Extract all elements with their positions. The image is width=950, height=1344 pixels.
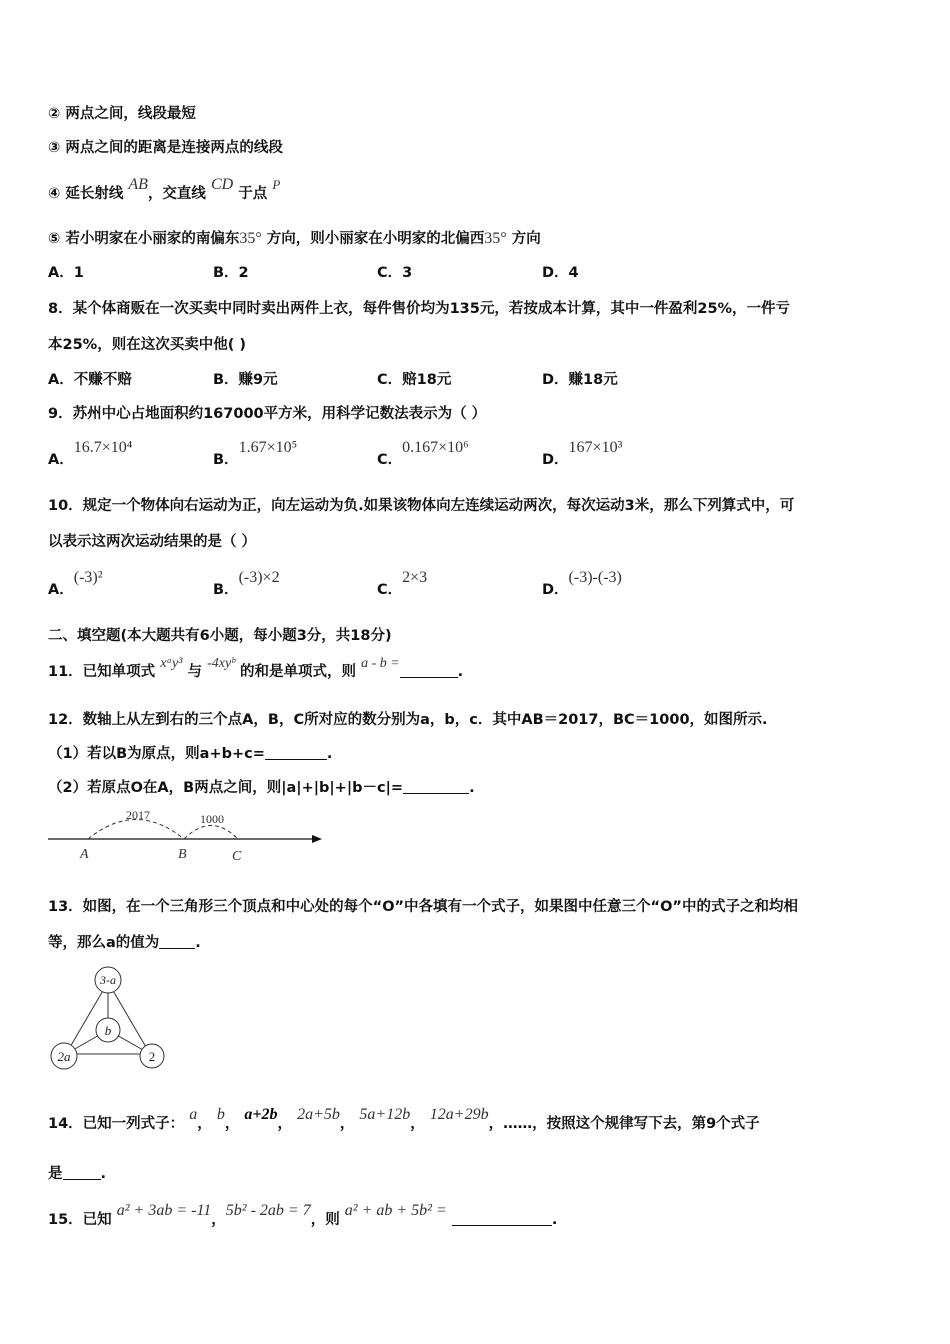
- q13-line-2: [48, 931, 201, 952]
- q9-expr-a: 16.7×10⁴: [73, 439, 133, 456]
- triangle-edge-left: [66, 982, 108, 1054]
- q10-option-a: [48, 566, 103, 598]
- q9-option-a: [48, 436, 133, 468]
- q9-stem: 9．苏州中心占地面积约167000平方米，用科学记数法表示为（ ）: [48, 406, 487, 422]
- q13-line-2-text: 等，那么a的值为: [48, 935, 160, 951]
- q9-option-d: [542, 436, 623, 468]
- q12-part-2-end: .: [469, 780, 475, 796]
- q12-part-1-end: .: [326, 746, 333, 762]
- q13-answer-blank[interactable]: [159, 934, 195, 949]
- statement-5-post: 方向: [511, 231, 541, 247]
- q10-option-b: [213, 566, 280, 598]
- q15-end: .: [551, 1212, 558, 1228]
- q15-expression: a² + ab + 5b² =: [344, 1202, 447, 1219]
- circle-left-label: 2a: [57, 1049, 71, 1064]
- q12-stem: 12．数轴上从左到右的三个点A，B，C所对应的数分别为a，b，c．其中AB＝2017，BC＝1000，如图所示.: [48, 712, 768, 728]
- q8-option-b: B．赚9元: [213, 372, 278, 388]
- q10-expr-a: (-3)²: [73, 569, 103, 586]
- q9-option-c: [377, 436, 469, 468]
- triangle-figure: [44, 960, 174, 1076]
- statement-5: [48, 227, 541, 248]
- q15-comma: ，: [211, 1212, 226, 1228]
- q10-label-b: B．: [213, 582, 239, 598]
- q10-option-d: [542, 566, 622, 598]
- q14-post: ，……，按照这个规律写下去，第9个式子: [488, 1116, 760, 1132]
- q12-part-1: [48, 742, 332, 763]
- q10-label-c: C．: [377, 582, 403, 598]
- statement-4: [48, 176, 281, 203]
- q14-line-2-text: 是: [48, 1166, 63, 1182]
- q8-option-c: C．赔18元: [377, 372, 452, 388]
- q11-pre: 11．已知单项式: [48, 664, 156, 680]
- q10-line-1: 10．规定一个物体向右运动为正，向左运动为负.如果该物体向左连续运动两次，每次运动3米，那么下列算式中，可: [48, 498, 795, 514]
- number-line-arrow: [312, 835, 322, 843]
- q7-option-a: A．1: [48, 265, 84, 281]
- q14-term-5: 5a+12b: [359, 1106, 411, 1123]
- line-cd: CD: [211, 176, 234, 193]
- statement-4-pre: ④ 延长射线: [48, 186, 124, 202]
- q14-line-2: [48, 1162, 106, 1183]
- q11: [48, 656, 464, 681]
- q9-label-a: A．: [48, 452, 74, 468]
- q7-option-b: B．2: [213, 265, 249, 281]
- q9-label-b: B．: [213, 452, 239, 468]
- q12-part-2: [48, 776, 475, 797]
- q10-label-d: D．: [542, 582, 569, 598]
- q12-part-1-blank[interactable]: [265, 745, 327, 760]
- number-line-figure: [44, 802, 334, 864]
- q13-line-1: 13．如图，在一个三角形三个顶点和中心处的每个“O”中各填有一个式子，如果图中任意三个“O”中的式子之和均相: [48, 899, 798, 915]
- q10-option-c: [377, 566, 428, 598]
- statement-4-post: 于点: [238, 186, 268, 202]
- q15-condition-2: 5b² - 2ab = 7: [225, 1202, 311, 1219]
- label-1000: 1000: [200, 812, 224, 826]
- triangle-edge-right: [108, 982, 150, 1054]
- angle-2: 35°: [484, 230, 507, 247]
- q9-expr-c: 0.167×10⁶: [402, 439, 469, 456]
- q14-end: .: [100, 1166, 107, 1182]
- q15-pre: 15．已知: [48, 1212, 112, 1228]
- point-p: P: [272, 177, 281, 192]
- q15-mid: ，则: [310, 1212, 340, 1228]
- q8-line-1: 8．某个体商贩在一次买卖中同时卖出两件上衣，每件售价均为135元，若按成本计算，其中一件盈利25%，一件亏: [48, 301, 791, 317]
- q11-mid: 与: [187, 664, 203, 680]
- q14-term-3: a+2b: [244, 1106, 278, 1123]
- q11-post: 的和是单项式，则: [240, 664, 356, 680]
- q14: 14．已知一列式子： a， b， a+2b， 2a+5b， 5a+12b， 12a+29b，……，按照这个规律写下去，第9个式子: [48, 1106, 760, 1132]
- q11-monomial-1: xᵃy³: [160, 656, 183, 671]
- q11-answer-blank[interactable]: [400, 663, 458, 678]
- q8-option-d: D．赚18元: [542, 372, 618, 388]
- statement-5-pre: ⑤ 若小明家在小丽家的南偏东: [48, 231, 240, 247]
- q12-part-2-blank[interactable]: [403, 779, 469, 794]
- q14-term-2: b: [216, 1106, 225, 1123]
- q10-expr-b: (-3)×2: [238, 569, 280, 586]
- angle-1: 35°: [239, 230, 262, 247]
- q9-expr-b: 1.67×10⁵: [238, 439, 298, 456]
- q9-label-c: C．: [377, 452, 403, 468]
- statement-3: ③ 两点之间的距离是连接两点的线段: [48, 140, 283, 156]
- arc-bc: [184, 826, 238, 840]
- q10-expr-d: (-3)-(-3): [568, 569, 622, 586]
- q9-label-d: D．: [542, 452, 569, 468]
- arc-ab: [88, 820, 184, 840]
- q14-answer-blank[interactable]: [63, 1165, 101, 1180]
- q10-line-2: 以表示这两次运动结果的是（ ）: [48, 534, 257, 550]
- q14-pre: 14．已知一列式子：: [48, 1116, 185, 1132]
- q9-expr-d: 167×10³: [568, 439, 623, 456]
- point-c-label: C: [232, 849, 242, 864]
- statement-5-mid: 方向，则小丽家在小明家的北偏西: [266, 231, 485, 247]
- q8-option-a: A．不赚不赔: [48, 372, 132, 388]
- q14-term-6: 12a+29b: [429, 1106, 489, 1123]
- q7-option-d: D．4: [542, 265, 579, 281]
- q11-end: .: [457, 664, 464, 680]
- section-2-heading: 二、填空题(本大题共有6小题，每小题3分，共18分): [48, 628, 392, 644]
- circle-center-label: b: [104, 1023, 112, 1038]
- q10-label-a: A．: [48, 582, 74, 598]
- statement-4-mid: ，交直线: [147, 186, 206, 202]
- statement-2: ② 两点之间，线段最短: [48, 106, 196, 122]
- point-a-label: A: [80, 847, 89, 862]
- q13-end: .: [195, 935, 201, 951]
- q9-option-b: [213, 436, 298, 468]
- label-2017: 2017: [126, 808, 150, 822]
- q14-term-4: 2a+5b: [297, 1106, 340, 1123]
- q15-condition-1: a² + 3ab = -11: [116, 1202, 212, 1219]
- q15: [48, 1202, 558, 1229]
- q11-expression: a - b =: [361, 656, 400, 671]
- q7-option-c: C．3: [377, 265, 413, 281]
- q15-answer-blank[interactable]: [452, 1211, 552, 1226]
- q12-part-1-text: （1）若以B为原点，则a+b+c=: [48, 746, 265, 762]
- circle-right-label: 2: [148, 1049, 156, 1064]
- q12-part-2-text: （2）若原点O在A，B两点之间，则|a|+|b|+|b－c|=: [48, 780, 404, 796]
- q10-expr-c: 2×3: [402, 569, 428, 586]
- circle-top-label: 3-a: [100, 973, 116, 987]
- q11-monomial-2: -4xyᵇ: [207, 656, 235, 671]
- ray-ab: AB: [128, 176, 148, 193]
- point-b-label: B: [178, 847, 187, 862]
- q8-line-2: 本25%，则在这次买卖中他( ): [48, 337, 247, 353]
- q14-term-1: a: [189, 1106, 198, 1123]
